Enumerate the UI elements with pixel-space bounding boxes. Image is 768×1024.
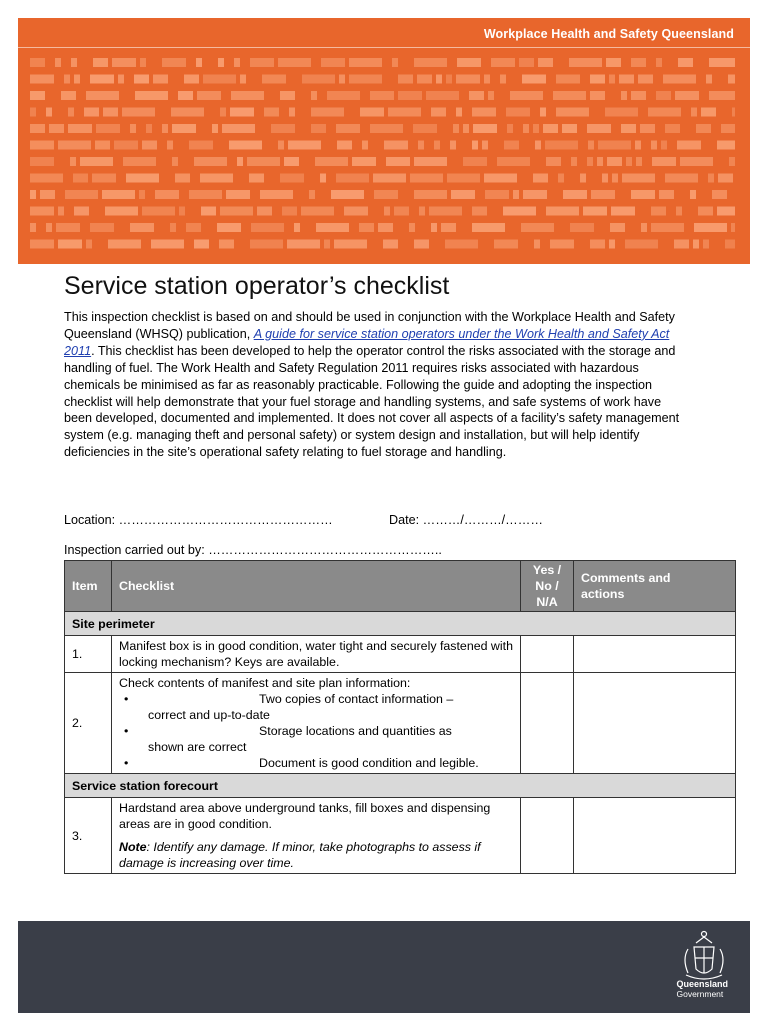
list-item: • Storage locations and quantities as [124,724,452,738]
header-yes-no-na: Yes / No / N/A [521,561,574,612]
bullet-list [119,691,513,771]
list-item: • Document is good condition and legible. [124,756,479,770]
checklist-main-text: Hardstand area above underground tanks, fill boxes and dispensing areas are in good condition. [119,801,491,831]
inspector-field[interactable]: Inspection carried out by: ……………………………………………….. [64,543,442,557]
list-item: correct and up-to-date [148,708,270,722]
bullet-icon: • [124,692,129,706]
bullet-icon: • [124,724,129,738]
location-field[interactable]: Location: …………………………………………… [64,513,333,527]
yes-no-na-cell[interactable] [521,798,574,874]
intro-paragraph [64,309,680,461]
header-item: Item [65,561,112,612]
item-number: 2. [65,673,112,774]
intro-text-end: . This checklist has been developed to help the operator control the risks associated with the storage and handling of fuel. The Work Health and Safety Regulation 2011 requires risks associated with hazardous chemicals be minimised as far as reasonably practicable. Following the guide and adopting the inspection checklist will help demonstrate that your fuel storage and handling systems, and safe systems of work have been developed, documented and implemented. It does not cover all aspects of a facility’s safety management system (e.g. managing theft and personal safety) or system design and installation, but will help identify deficiencies in the site’s operational safety relating to fuel storage and handling. [64,343,680,460]
checklist-table [64,560,736,874]
header-comments: Comments and actions [574,561,736,612]
note-label: Note [119,840,147,854]
checklist-intro: Check contents of manifest and site plan information: [119,676,411,690]
banner-title: Workplace Health and Safety Queensland [483,27,734,41]
intro-text-start: This inspection checklist is based on and should be used in conjunction with the Workplace Health and Safety Queensland (WHSQ) publication, [64,310,675,341]
publication-link[interactable]: A guide for service station operators under the Work Health and Safety Act 2011 [64,326,670,358]
list-item: • Two copies of contact information – [124,692,454,706]
checklist-text [112,798,521,874]
table-row [65,673,736,774]
section-title: Service station forecourt [65,774,736,798]
section-row-site-perimeter [65,612,736,636]
footer-bar [18,921,750,1013]
checklist-text: Manifest box is in good condition, water tight and securely fastened with locking mechanism? Keys are available. [112,636,521,673]
table-header-row [65,561,736,612]
bullet-icon: • [124,756,129,770]
checklist-text [112,673,521,774]
header-checklist: Checklist [112,561,521,612]
dot-pattern-graphic [30,58,740,258]
date-field[interactable]: Date: ………/………/……… [389,513,543,527]
comments-cell[interactable] [574,636,736,673]
list-item: shown are correct [148,740,247,754]
page-title: Service station operator’s checklist [64,272,450,300]
comments-cell[interactable] [574,673,736,774]
yes-no-na-cell[interactable] [521,673,574,774]
section-row-forecourt [65,774,736,798]
table-row [65,798,736,874]
section-title: Site perimeter [65,612,736,636]
header-banner [18,18,750,264]
yes-no-na-cell[interactable] [521,636,574,673]
comments-cell[interactable] [574,798,736,874]
queensland-government-wordmark: Queensland Government [676,979,728,999]
note-text: Note: Identify any damage. If minor, take photographs to assess if damage is increasing over time. [119,840,481,870]
banner-divider [18,47,750,48]
item-number: 3. [65,798,112,874]
item-number: 1. [65,636,112,673]
table-row [65,636,736,673]
